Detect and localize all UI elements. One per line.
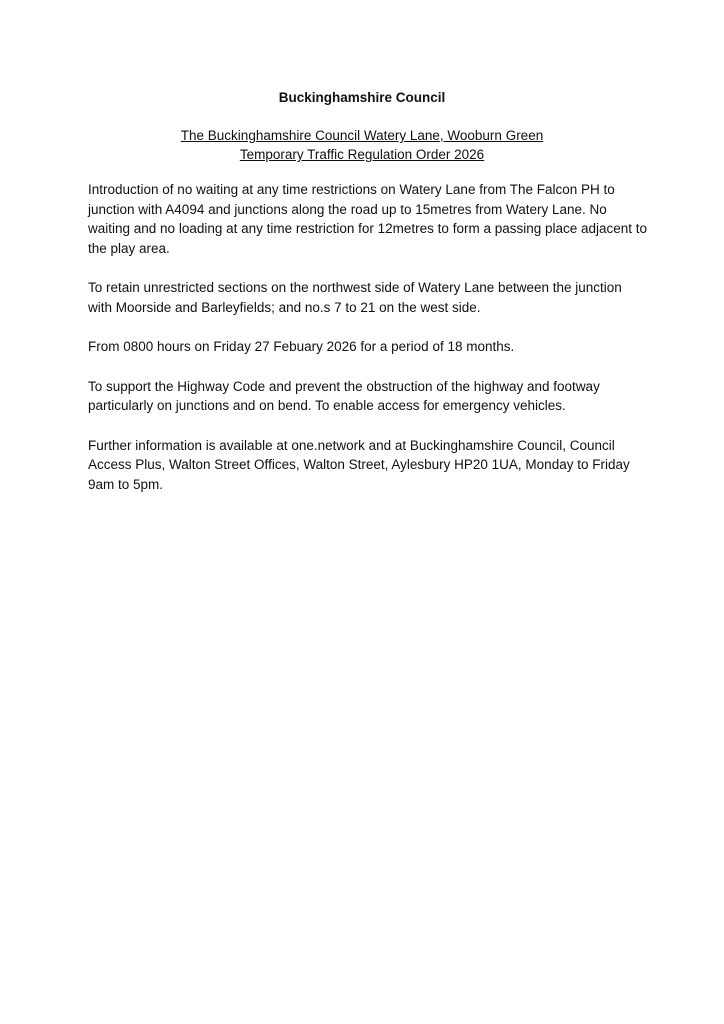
order-title bbox=[0, 126, 724, 164]
paragraph-purpose: To support the Highway Code and prevent the obstruction of the highway and footway particularly on junctions and on bend. To enable access for emergency vehicles. bbox=[88, 378, 600, 413]
council-heading: Buckinghamshire Council bbox=[278, 90, 446, 105]
order-title-line-1: The Buckinghamshire Council Watery Lane, Wooburn Green bbox=[180, 128, 544, 143]
order-title-line-2: Temporary Traffic Regulation Order 2026 bbox=[239, 147, 485, 162]
paragraph-period: From 0800 hours on Friday 27 Febuary 2026 for a period of 18 months. bbox=[88, 339, 515, 354]
order-body bbox=[88, 180, 648, 514]
paragraph-further-information: Further information is available at one.network and at Buckinghamshire Council, Council Access Plus, Walton Street Offices, Walton Street, Aylesbury HP20 1UA, Monday to Friday 9am to 5pm. bbox=[88, 437, 630, 492]
paragraph-unrestricted-sections: To retain unrestricted sections on the northwest side of Watery Lane between the junction with Moorside and Barleyfields; and no.s 7 to 21 on the west side. bbox=[88, 280, 622, 315]
paragraph-restrictions: Introduction of no waiting at any time restrictions on Watery Lane from The Falcon PH to junction with A4094 and junctions along the road up to 15metres from Watery Lane. No waiting and no loading at any time restriction for 12metres to form a passing place adjacent to the play area. bbox=[88, 182, 648, 256]
